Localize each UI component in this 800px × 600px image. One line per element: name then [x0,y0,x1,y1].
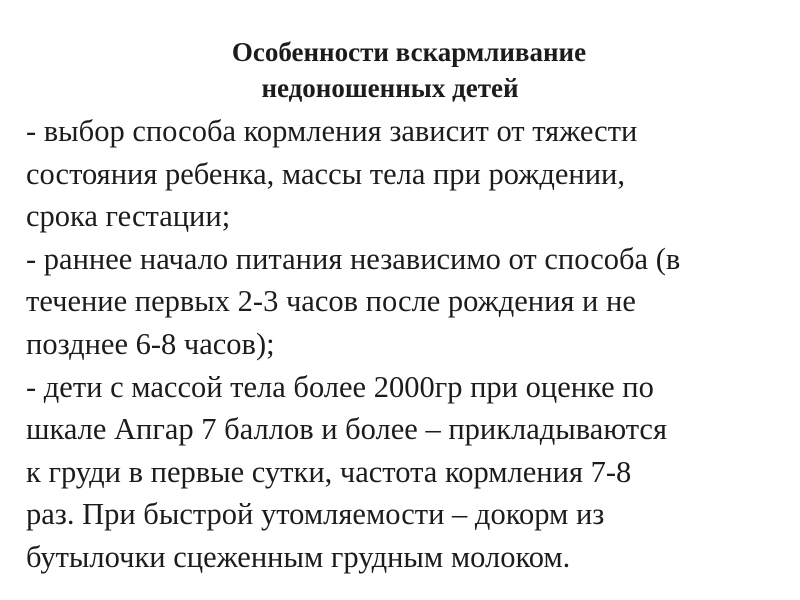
title-line-2: недоношенных детей [261,73,519,103]
body-line: шкале Апгар 7 баллов и более – прикладываются [26,412,667,447]
body-line: бутылочки сцеженным грудным молоком. [26,539,571,574]
body-line: раз. При быстрой утомляемости – докорм из [26,497,605,532]
body-line: - дети с массой тела более 2000гр при оценке по [26,369,654,404]
slide-title [26,34,780,106]
body-line: срока гестации; [26,199,231,234]
body-line: позднее 6-8 часов); [26,326,275,361]
body-line: к груди в первые сутки, частота кормления 7-8 [26,454,632,489]
body-line: течение первых 2-3 часов после рождения и не [26,284,636,319]
slide-body [26,110,780,579]
body-line: состояния ребенка, массы тела при рождении, [26,156,625,191]
body-line: - раннее начало питания независимо от способа (в [26,241,681,276]
body-line: - выбор способа кормления зависит от тяжести [26,114,638,148]
title-line-1: Особенности вскармливание [231,37,587,67]
